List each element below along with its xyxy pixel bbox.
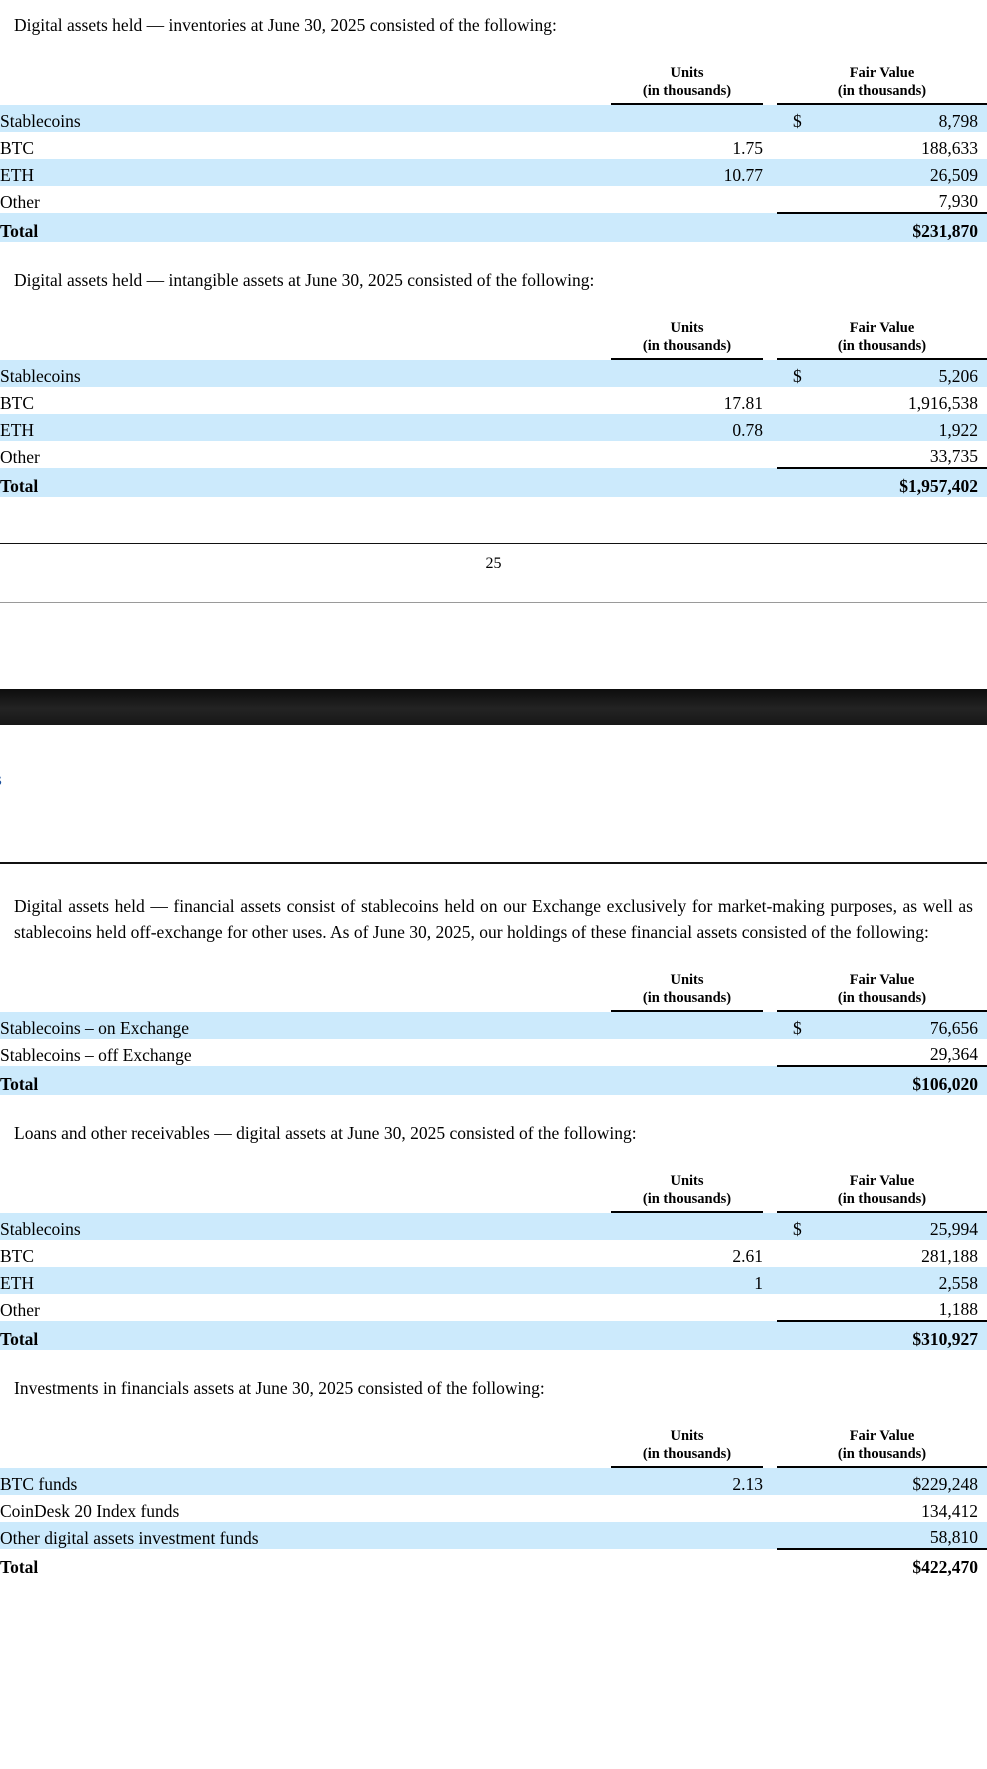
spacer (0, 242, 987, 268)
header-blank (0, 1428, 611, 1464)
row-label: ETH (0, 414, 611, 441)
table-row (0, 1294, 987, 1321)
row-units (611, 441, 763, 468)
row-fair-value (777, 1039, 987, 1066)
fair-value-amount: 58,810 (929, 1526, 978, 1547)
table-total-row (0, 1321, 987, 1350)
row-label: CoinDesk 20 Index funds (0, 1500, 180, 1521)
fair-value-amount: 25,994 (929, 1218, 978, 1239)
header-gap (763, 320, 777, 356)
row-units (611, 1012, 763, 1039)
row-label: Stablecoins (0, 1213, 611, 1240)
spacer (0, 844, 987, 862)
spacer (0, 1095, 987, 1121)
table-row (0, 1522, 987, 1549)
row-units (611, 1495, 763, 1522)
header-units: Units (in thousands) (642, 1427, 732, 1462)
spacer (0, 788, 987, 844)
row-units (611, 1294, 763, 1321)
row-fair-value (777, 1213, 987, 1240)
page-number: 25 (485, 554, 502, 572)
header-units: Units (in thousands) (642, 64, 732, 99)
header-fair-value: Fair Value (in thousands) (837, 1427, 927, 1462)
dollar-sign: $ (793, 1218, 802, 1239)
row-fair-value (777, 1240, 987, 1267)
row-fair-value (777, 360, 987, 387)
total-units (611, 468, 763, 497)
row-gap (763, 1495, 777, 1522)
page-26 (0, 864, 987, 1577)
row-units (611, 1522, 763, 1549)
fair-value-amount: 29,364 (929, 1043, 978, 1064)
row-fair-value (777, 1468, 987, 1495)
row-fair-value (777, 1267, 987, 1294)
header-fair-value: Fair Value (in thousands) (837, 64, 927, 99)
inventories-table (0, 65, 987, 242)
table-row (0, 1012, 987, 1039)
intangible-assets-table (0, 320, 987, 497)
table-row (0, 1495, 987, 1522)
row-label: Other (0, 1299, 40, 1320)
fair-value-amount: 7,930 (938, 190, 978, 211)
table-header (0, 65, 987, 105)
row-units (611, 186, 763, 213)
spacer (0, 659, 987, 689)
header-fair-value: Fair Value (in thousands) (837, 1172, 927, 1207)
total-units (611, 1321, 763, 1350)
table-row (0, 1468, 987, 1495)
fair-value-amount: 5,206 (938, 365, 978, 386)
table-row (0, 360, 987, 387)
row-gap (763, 1039, 777, 1066)
table-row (0, 1267, 987, 1294)
inventories-intro-paragraph: Digital assets held — inventories at June 30, 2025 consisted of the following: (14, 15, 557, 35)
spacer (0, 603, 987, 659)
row-label: Stablecoins – off Exchange (0, 1044, 192, 1065)
table-row (0, 1213, 987, 1240)
row-gap (763, 1294, 777, 1321)
fair-value-amount: 1,916,538 (908, 392, 978, 413)
header-units: Units (in thousands) (642, 1172, 732, 1207)
row-units: 17.81 (723, 392, 763, 413)
spacer (0, 497, 987, 543)
spacer (0, 1402, 987, 1428)
total-gap (763, 1549, 777, 1578)
fair-value-amount: 26,509 (929, 164, 978, 185)
total-label: Total (0, 468, 611, 497)
intangible-assets-intro-paragraph: Digital assets held — intangible assets at June 30, 2025 consisted of the following: (14, 269, 595, 290)
row-label: Stablecoins (0, 105, 611, 132)
spacer (0, 1350, 987, 1376)
total-gap (763, 1066, 777, 1095)
financial-assets-table (0, 972, 987, 1095)
row-fair-value (777, 1294, 987, 1321)
fair-value-amount: $229,248 (912, 1473, 978, 1494)
fair-value-amount: 134,412 (921, 1500, 978, 1521)
table-header (0, 320, 987, 360)
page-break-region (0, 603, 987, 865)
row-label: Stablecoins (0, 360, 611, 387)
row-units (611, 1213, 763, 1240)
row-fair-value (777, 1012, 987, 1039)
total-label: Total (0, 213, 611, 242)
cut-off-link-fragment[interactable] (0, 771, 987, 789)
row-fair-value (777, 105, 987, 132)
table-body (0, 1012, 987, 1095)
table-row (0, 414, 987, 441)
table-row (0, 1240, 987, 1267)
total-label: Total (0, 1556, 39, 1577)
row-gap (763, 387, 777, 414)
table-body (0, 360, 987, 497)
total-fair-value: $1,957,402 (777, 468, 987, 497)
table-header (0, 972, 987, 1012)
table-body (0, 1468, 987, 1578)
spacer (0, 725, 987, 771)
total-units (611, 1549, 763, 1578)
total-gap (763, 213, 777, 242)
header-blank (0, 320, 611, 356)
row-gap (763, 414, 777, 441)
table-row (0, 186, 987, 213)
page-25 (0, 0, 987, 603)
header-blank (0, 65, 611, 101)
dollar-sign: $ (793, 1017, 802, 1038)
header-blank (0, 1173, 611, 1209)
spacer (0, 572, 987, 602)
row-gap (763, 1213, 777, 1240)
loans-receivables-table (0, 1173, 987, 1350)
row-label: ETH (0, 1267, 611, 1294)
header-gap (763, 1428, 777, 1464)
table-row (0, 105, 987, 132)
total-fair-value: $231,870 (777, 213, 987, 242)
table-row (0, 441, 987, 468)
row-units (611, 360, 763, 387)
header-gap (763, 972, 777, 1008)
table-total-row (0, 468, 987, 497)
top-spacer (0, 0, 987, 13)
total-fair-value: $310,927 (777, 1321, 987, 1350)
total-label: Total (0, 1321, 611, 1350)
row-gap (763, 1522, 777, 1549)
row-fair-value (777, 414, 987, 441)
row-gap (763, 360, 777, 387)
fair-value-amount: 1,188 (938, 1298, 978, 1319)
table-header (0, 1173, 987, 1213)
row-gap (763, 186, 777, 213)
table-row (0, 387, 987, 414)
row-gap (763, 132, 777, 159)
black-header-bar (0, 689, 987, 725)
table-row (0, 132, 987, 159)
row-label: Other (0, 191, 40, 212)
row-gap (763, 441, 777, 468)
row-fair-value (777, 441, 987, 468)
row-label: BTC (0, 137, 35, 158)
row-units (611, 105, 763, 132)
loans-receivables-intro-paragraph: Loans and other receivables — digital assets at June 30, 2025 consisted of the following: (14, 1122, 637, 1143)
row-fair-value (777, 132, 987, 159)
total-units (611, 213, 763, 242)
row-gap (763, 159, 777, 186)
row-fair-value (777, 186, 987, 213)
total-gap (763, 468, 777, 497)
row-label: Other (0, 446, 40, 467)
row-fair-value (777, 1495, 987, 1522)
table-total-row (0, 1549, 987, 1578)
row-units: 2.61 (732, 1245, 763, 1266)
spacer (0, 39, 987, 65)
row-units: 0.78 (611, 414, 763, 441)
row-units: 2.13 (611, 1468, 763, 1495)
row-label: Other digital assets investment funds (0, 1522, 611, 1549)
dollar-sign: $ (793, 110, 802, 131)
row-units (611, 1039, 763, 1066)
investments-intro-paragraph: Investments in financials assets at June 30, 2025 consisted of the following: (14, 1377, 545, 1398)
fair-value-amount: 8,798 (938, 110, 978, 131)
row-label: BTC (0, 1245, 35, 1266)
row-gap (763, 1240, 777, 1267)
fair-value-amount: 281,188 (921, 1245, 978, 1266)
row-label: Stablecoins – on Exchange (0, 1012, 611, 1039)
table-header (0, 1428, 987, 1468)
fair-value-amount: 1,922 (938, 419, 978, 440)
table-total-row (0, 1066, 987, 1095)
table-body (0, 1213, 987, 1350)
row-gap (763, 1468, 777, 1495)
row-gap (763, 1267, 777, 1294)
table-body (0, 105, 987, 242)
dollar-sign: $ (793, 365, 802, 386)
row-units: 10.77 (611, 159, 763, 186)
fair-value-amount: 2,558 (938, 1272, 978, 1293)
spacer (0, 294, 987, 320)
row-fair-value (777, 159, 987, 186)
fair-value-amount: 188,633 (921, 137, 978, 158)
fair-value-amount: 33,735 (929, 445, 978, 466)
header-fair-value: Fair Value (in thousands) (837, 971, 927, 1006)
header-units: Units (in thousands) (642, 971, 732, 1006)
row-gap (763, 1012, 777, 1039)
table-row (0, 159, 987, 186)
row-label: ETH (0, 159, 611, 186)
spacer (0, 946, 987, 972)
fair-value-amount: 76,656 (929, 1017, 978, 1038)
spacer (0, 864, 987, 894)
total-gap (763, 1321, 777, 1350)
row-units: 1 (611, 1267, 763, 1294)
header-gap (763, 65, 777, 101)
spacer (0, 1147, 987, 1173)
total-fair-value: $422,470 (777, 1549, 987, 1578)
table-row (0, 1039, 987, 1066)
total-label: Total (0, 1066, 611, 1095)
header-gap (763, 1173, 777, 1209)
row-units: 1.75 (732, 137, 763, 158)
header-blank (0, 972, 611, 1008)
total-fair-value: $106,020 (777, 1066, 987, 1095)
header-units: Units (in thousands) (642, 319, 732, 354)
row-label: BTC (0, 392, 35, 413)
financial-assets-intro-paragraph: Digital assets held — financial assets consist of stablecoins held on our Exchange exclusively for market-making purposes, as well as stablecoins held off-exchange for other uses. As of June 30, 2025, our holdings of these financial assets consisted of the following: (14, 896, 973, 943)
row-fair-value (777, 387, 987, 414)
row-fair-value (777, 1522, 987, 1549)
investments-table (0, 1428, 987, 1578)
row-label: BTC funds (0, 1468, 611, 1495)
total-units (611, 1066, 763, 1095)
header-fair-value: Fair Value (in thousands) (837, 319, 927, 354)
row-gap (763, 105, 777, 132)
table-total-row (0, 213, 987, 242)
